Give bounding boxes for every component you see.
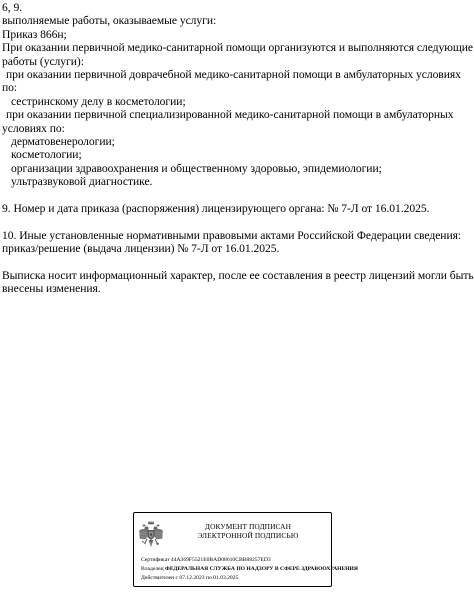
document-line: дерматовенерологии;	[11, 135, 115, 149]
document-line: При оказании первичной медико-санитарной помощи организуются и выполняются следующие	[2, 41, 473, 55]
certificate-label: Сертификат	[141, 557, 170, 563]
certificate-value: 44A369F5521E0BAD08610CBB88257ED3	[170, 557, 271, 563]
document-line: выполняемые работы, оказываемые услуги:	[2, 14, 217, 28]
stamp-title-line-1: ДОКУМЕНТ ПОДПИСАН	[204, 522, 292, 531]
stamp-title	[168, 523, 328, 540]
owner-row	[141, 566, 358, 573]
document-line: сестринскому делу в косметологии;	[11, 94, 186, 108]
document-line: ультразвуковой диагностике.	[11, 175, 153, 189]
note-line-1: Выписка носит информационный характер, после ее составления в реестр лицензий могли быть	[2, 269, 474, 283]
document-line: косметологии;	[11, 148, 82, 162]
section-10-line-2: приказ/решение (выдача лицензии) № 7-Л от 16.01.2025.	[2, 242, 280, 256]
electronic-signature-stamp	[133, 512, 358, 587]
document-line: при оказании первичной доврачебной медико-санитарной помощи в амбулаторных условиях	[6, 68, 461, 82]
section-9-text: 9. Номер и дата приказа (распоряжения) лицензирующего органа: № 7-Л от 16.01.2025.	[2, 202, 430, 216]
certificate-row	[141, 557, 271, 564]
document-body	[2, 1, 474, 296]
document-line: по:	[2, 81, 18, 95]
document-line: организации здравоохранения и общественному здоровью, эпидемиологии;	[11, 161, 382, 175]
section-10-line-1: 10. Иные установленные нормативными правовыми актами Российской Федерации сведения:	[2, 228, 462, 242]
owner-label: Владелец	[141, 566, 164, 572]
owner-value: ФЕДЕРАЛЬНАЯ СЛУЖБА ПО НАДЗОРУ В СФЕРЕ ЗДРАВООХРАНЕНИЯ	[165, 566, 358, 572]
document-line: при оказании первичной специализированной медико-санитарной помощи в амбулаторных	[6, 108, 454, 122]
document-line: 6, 9.	[2, 1, 23, 14]
note-line-2: внесены изменения.	[2, 282, 101, 296]
stamp-title-line-2: ЭЛЕКТРОННОЙ ПОДПИСЬЮ	[197, 530, 299, 540]
validity-text: Действителен с 07.12.2023 по 01.03.2025	[141, 575, 239, 581]
document-line: Приказ 866н;	[2, 27, 67, 41]
document-line: работы (услуги):	[2, 54, 84, 68]
document-line: условиях по:	[2, 121, 65, 135]
russian-coat-of-arms-icon	[138, 520, 164, 550]
validity-row	[141, 575, 238, 582]
